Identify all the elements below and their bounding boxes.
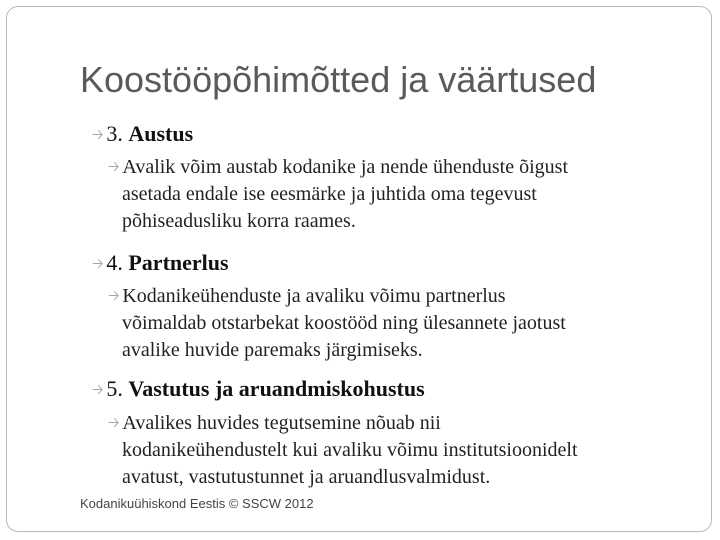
section-heading-austus: 🡢 3. Austus: [92, 121, 194, 146]
slide-title: Koostööpõhimõtted ja väärtused: [80, 59, 597, 100]
body-line: võimaldab otstarbekat koostööd ning ülesannete jaotust: [122, 312, 566, 334]
arrow-bullet-icon: 🡢: [108, 159, 120, 175]
body-line: avatust, vastutustunnet ja aruandlusvalmidust.: [122, 466, 491, 488]
section-body-vastutus: [108, 410, 678, 491]
body-line: 🡢 Avalikes huvides tegutsemine nõuab nii: [108, 410, 678, 437]
slide-footer: Kodanikuühiskond Eestis © SSCW 2012: [80, 496, 314, 511]
body-line: asetada endale ise eesmärke ja juhtida oma tegevust: [122, 183, 537, 205]
arrow-bullet-icon: 🡢: [92, 382, 104, 398]
body-line: 🡢 Kodanikeühenduste ja avaliku võimu partnerlus: [108, 283, 678, 310]
body-line: 🡢 Avalik võim austab kodanike ja nende ühenduste õigust: [108, 154, 678, 181]
arrow-bullet-icon: 🡢: [108, 415, 120, 431]
arrow-bullet-icon: 🡢: [92, 127, 104, 143]
body-line: põhiseadusliku korra raames.: [122, 210, 356, 232]
arrow-bullet-icon: 🡢: [92, 256, 104, 272]
arrow-bullet-icon: 🡢: [108, 288, 120, 304]
body-line: kodanikeühendustelt kui avaliku võimu institutsioonidelt: [122, 439, 578, 461]
body-line: avalike huvide paremaks järgimiseks.: [122, 339, 423, 361]
section-heading-vastutus: 🡢 5. Vastutus ja aruandmiskohustus: [92, 376, 425, 401]
section-body-partnerlus: [108, 283, 678, 364]
section-body-austus: [108, 154, 678, 235]
section-heading-partnerlus: 🡢 4. Partnerlus: [92, 250, 229, 275]
